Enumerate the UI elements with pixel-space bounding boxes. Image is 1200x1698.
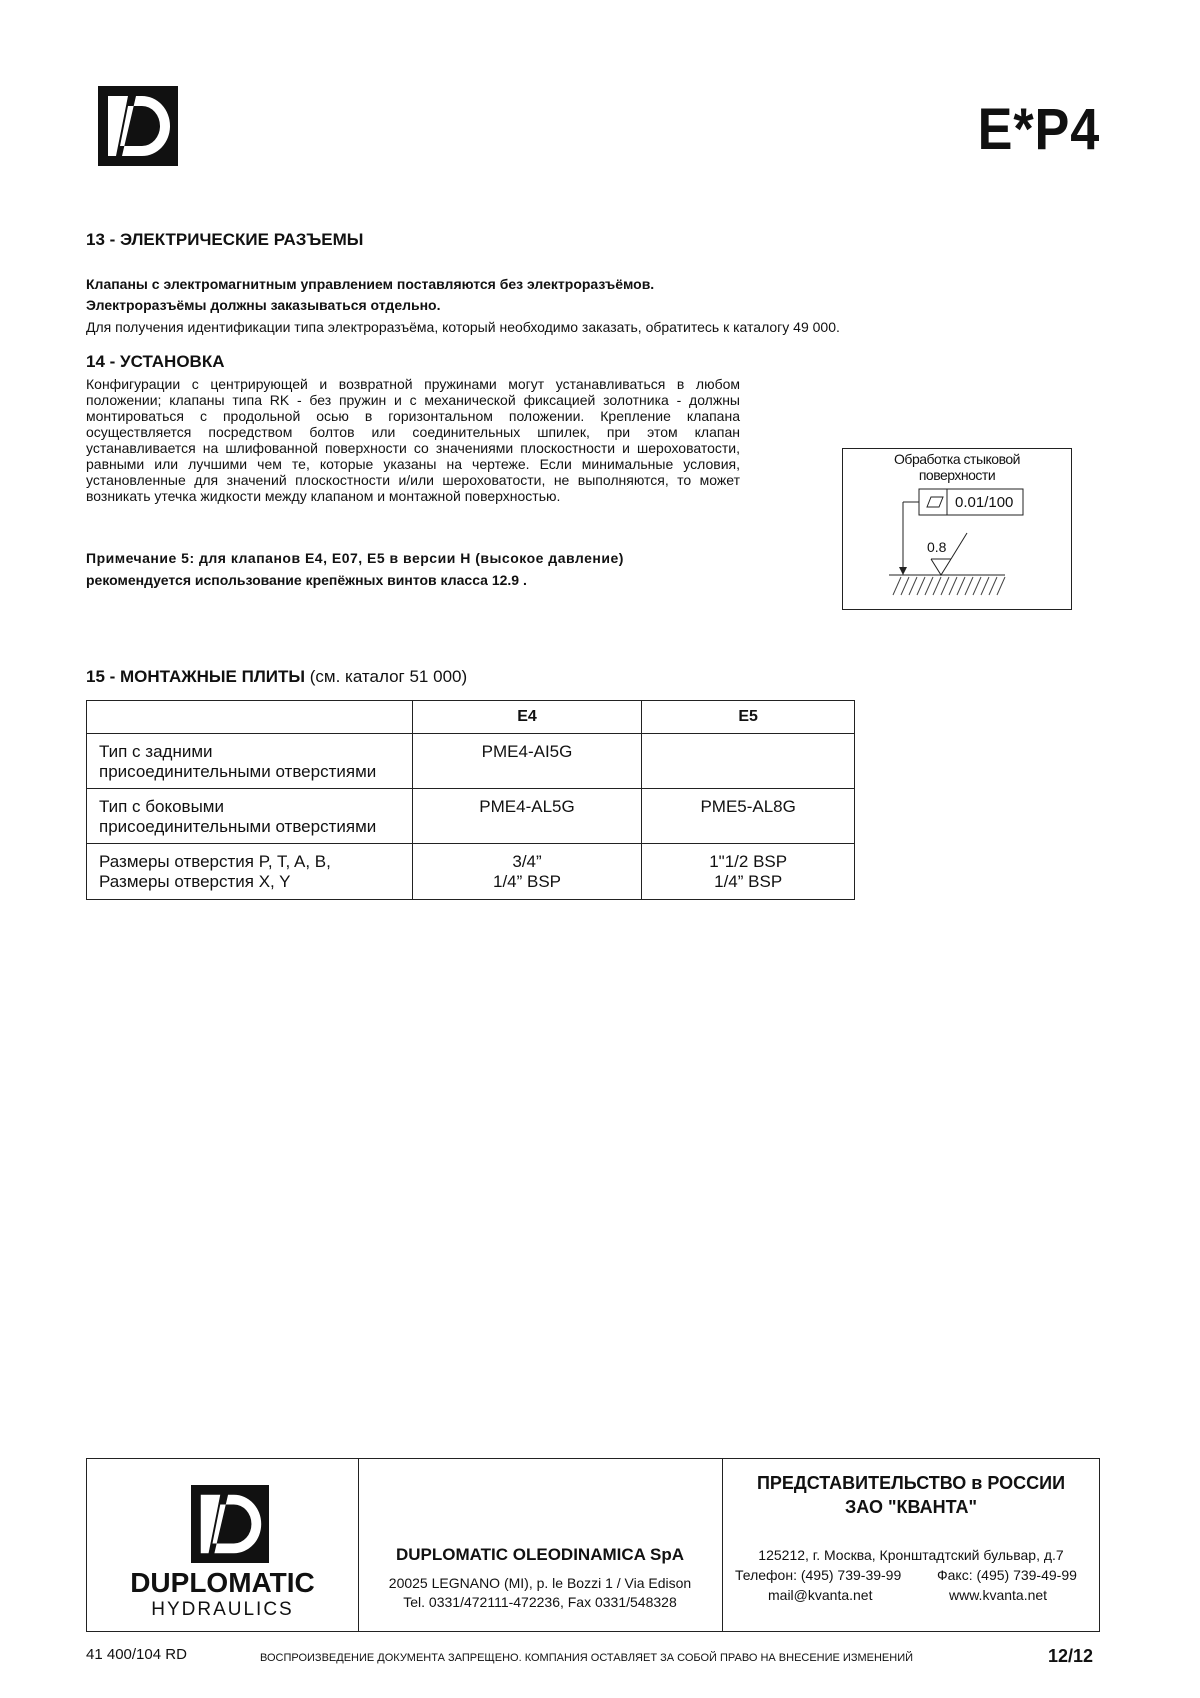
section-15-title-suffix: (см. каталог 51 000) [309, 667, 468, 686]
table-row-label-line: присоединительными отверстиями [99, 817, 377, 836]
table-cell [642, 734, 855, 789]
table-header-cell: E5 [642, 701, 855, 734]
cell-value: 3/4” [512, 852, 542, 871]
cell-value: PME4-AL5G [479, 797, 575, 816]
page-number: 12/12 [1048, 1646, 1094, 1666]
section-15-title: 15 - МОНТАЖНЫЕ ПЛИТЫ [86, 667, 306, 686]
table-row-label [87, 844, 413, 900]
footer-brand-sub: HYDRAULICS [151, 1599, 294, 1620]
rep-address: 125212, г. Москва, Кронштадтский бульвар, д.7 [758, 1547, 1064, 1563]
table-cell [412, 789, 642, 844]
section-13-line-2: Электроразъёмы должны заказываться отдельно. [86, 297, 441, 313]
document-code: E*P4 [977, 97, 1100, 162]
table-row-label [87, 734, 413, 789]
section-13-title: 13 - ЭЛЕКТРИЧЕСКИЕ РАЗЪЕМЫ [86, 230, 364, 249]
table-cell [642, 844, 855, 900]
table-row-label [87, 789, 413, 844]
rep-website: www.kvanta.net [949, 1587, 1048, 1603]
rep-email: mail@kvanta.net [768, 1587, 873, 1603]
cell-value: 1/4” BSP [492, 872, 562, 891]
footer-representative-column [723, 1459, 1099, 1631]
flatness-roughness-drawing [843, 449, 1071, 609]
rep-title-2: ЗАО "КВАНТА" [844, 1497, 978, 1517]
duplomatic-footer-logo [191, 1485, 269, 1563]
table-cell [412, 844, 642, 900]
table-row-label-line: присоединительными отверстиями [99, 762, 377, 781]
table-row-label-line: Размеры отверстия P, T, A, B, [99, 852, 331, 871]
section-14-body: Конфигурации с центрирующей и возвратной пружинами могут устанавливаться в любом положении; клапаны типа RK - без пружин и с механической фиксацией золотника - должны монтироваться с продольной осью в горизонтальном положении. Крепление клапана осуществляется посредством болтов или соединительных шпилек, при этом клапан устанавливается на шлифованной поверхности со значениями плоскостности и шероховатости, равными или лучшими чем те, которые указаны на чертеже. Если минимальные условия, установленные для значений плоскостности и/или шероховатости, не выполняются, то может возникать утечка жидкости между клапаном и монтажной поверхностью. [86, 376, 740, 504]
rep-title-1: ПРЕДСТАВИТЕЛЬСТВО в РОССИИ [756, 1473, 1066, 1493]
rep-phone: Телефон: (495) 739-39-99 [735, 1567, 902, 1583]
mounting-plates-table [86, 700, 855, 900]
table-row [87, 789, 855, 844]
table-row-label-line: Тип с задними [99, 742, 213, 761]
table-row-label-line: Размеры отверстия X, Y [99, 872, 291, 891]
cell-value: PME5-AL8G [700, 797, 796, 816]
section-13-line-3: Для получения идентификации типа электроразъёма, который необходимо заказать, обратитесь к каталогу 49 000. [86, 319, 840, 335]
surface-finish-figure [842, 448, 1072, 610]
footer-brand-column [87, 1459, 359, 1631]
cell-value: PME4-AI5G [481, 742, 573, 761]
figure-caption-line-1: Обработка стыковой [894, 451, 1020, 467]
section-14-note-line-2: рекомендуется использование крепёжных винтов класса 12.9 . [86, 572, 527, 588]
copyright-notice: ВОСПРОИЗВЕДЕНИЕ ДОКУМЕНТА ЗАПРЕЩЕНО. КОМПАНИЯ ОСТАВЛЯЕТ ЗА СОБОЙ ПРАВО НА ВНЕСЕНИЕ ИЗМЕНЕНИЙ [260, 1652, 914, 1664]
footer-company-phones: Tel. 0331/472111-472236, Fax 0331/548328 [403, 1594, 677, 1610]
table-header-cell [87, 701, 413, 734]
roughness-value: 0.8 [927, 539, 947, 555]
footer-box [86, 1458, 1100, 1632]
section-15-title-line [86, 667, 467, 687]
table-row [87, 734, 855, 789]
cell-value: 1"1/2 BSP [709, 852, 788, 871]
table-header-cell: E4 [412, 701, 642, 734]
figure-caption-line-2: поверхности [918, 467, 996, 483]
rep-fax: Факс: (495) 739-49-99 [937, 1567, 1077, 1583]
footer-company-column [358, 1459, 723, 1631]
section-13-line-1: Клапаны с электромагнитным управлением поставляются без электроразъёмов. [86, 276, 655, 292]
table-cell [412, 734, 642, 789]
table-row [87, 844, 855, 900]
footer-company-name: DUPLOMATIC OLEODINAMICA SpA [395, 1545, 685, 1564]
cell-value: 1/4” BSP [714, 872, 783, 891]
section-14-note-line-1: Примечание 5: для клапанов E4, E07, E5 в версии H (высокое давление) [86, 550, 624, 566]
flatness-value: 0.01/100 [955, 494, 1014, 511]
footer-brand-name: DUPLOMATIC [130, 1567, 315, 1598]
duplomatic-logo [98, 86, 178, 166]
section-14-title: 14 - УСТАНОВКА [86, 352, 225, 371]
document-number: 41 400/104 RD [86, 1646, 187, 1663]
footer-company-address: 20025 LEGNANO (MI), p. le Bozzi 1 / Via Edison [388, 1575, 692, 1591]
table-header-row [87, 701, 855, 734]
table-cell [642, 789, 855, 844]
table-row-label-line: Тип с боковыми [99, 797, 224, 816]
